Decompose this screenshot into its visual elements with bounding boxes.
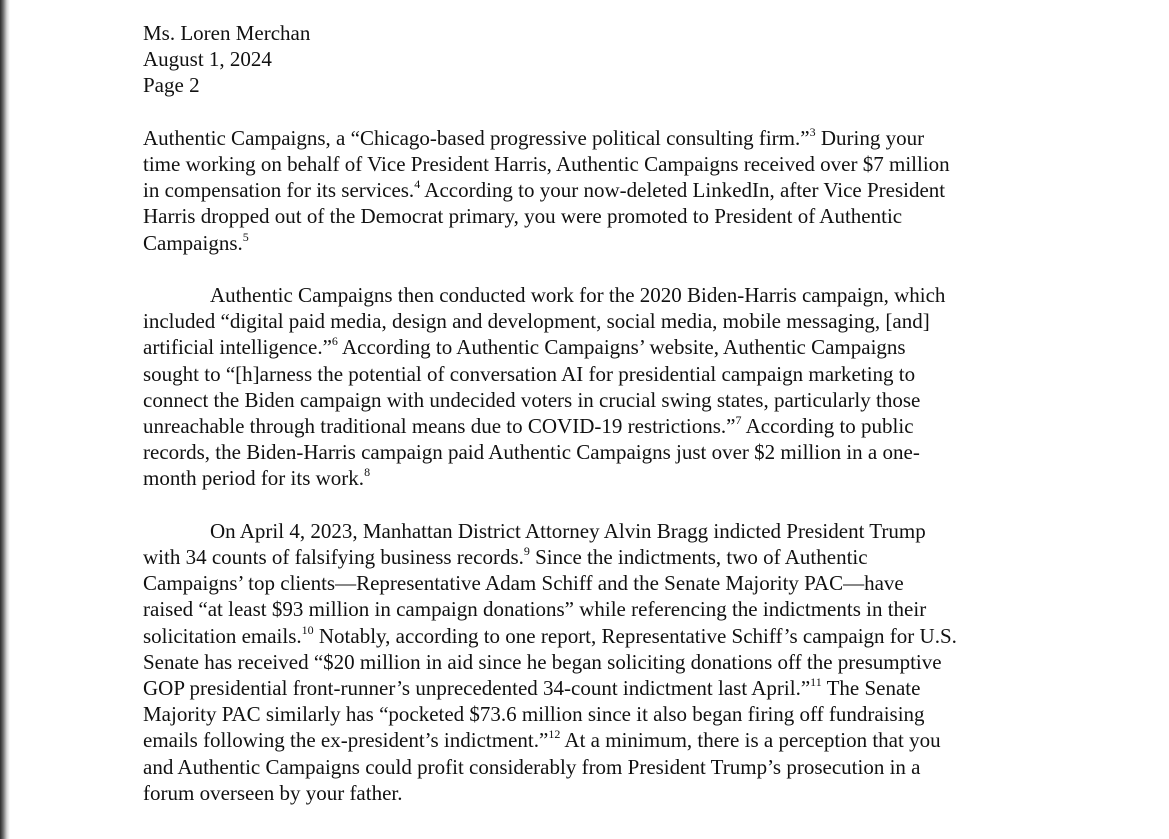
text-segment: unreachable through traditional means due to COVID-19 restrictions.” [143, 414, 736, 439]
text-segment: At a minimum, there is a perception that you [560, 728, 941, 753]
text-segment: Campaigns’ top clients—Representative Adam Schiff and the Senate Majority PAC—have [143, 571, 904, 596]
text-segment: sought to “[h]arness the potential of conversation AI for presidential campaign marketing to [143, 361, 916, 386]
page-number: Page 2 [143, 73, 200, 98]
text-segment: month period for its work. [143, 466, 365, 491]
text-segment: and Authentic Campaigns could profit considerably from President Trump’s prosecution in a [143, 754, 921, 779]
letter-header [143, 20, 1043, 99]
text-line [143, 203, 1043, 229]
footnote-marker: 8 [364, 465, 371, 480]
footnote-marker: 9 [523, 544, 530, 559]
text-segment: GOP presidential front-runner’s unprecedented 34-count indictment last April.” [143, 676, 811, 701]
text-segment: emails following the ex-president’s indictment.” [143, 728, 549, 753]
paragraph [143, 125, 1043, 256]
text-line [143, 544, 1043, 570]
text-line [143, 727, 1043, 753]
text-line [143, 282, 1043, 308]
footnote-marker: 10 [301, 622, 314, 637]
recipient-name: Ms. Loren Merchan [143, 21, 311, 45]
text-segment: Authentic Campaigns, a “Chicago-based progressive political consulting firm.” [143, 125, 810, 150]
text-line [143, 125, 1043, 151]
page-edge-shadow [0, 0, 10, 839]
text-segment: Authentic Campaigns then conducted work for the 2020 Biden-Harris campaign, which [210, 283, 946, 307]
text-line [143, 465, 1043, 491]
paragraph [143, 518, 1043, 806]
text-line [143, 675, 1043, 701]
footnote-marker: 6 [331, 334, 338, 349]
text-line [143, 230, 1043, 256]
text-segment: Senate has received “$20 million in aid since he began soliciting donations off the presumptive [143, 649, 942, 674]
text-segment: According to your now-deleted LinkedIn, after Vice President [420, 178, 946, 203]
text-segment: in compensation for its services. [143, 178, 415, 203]
text-line [143, 308, 1043, 334]
text-line [143, 151, 1043, 177]
text-segment: with 34 counts of falsifying business records. [143, 545, 524, 570]
text-line [143, 570, 1043, 596]
text-segment: Campaigns. [143, 230, 243, 255]
letter-page [143, 20, 1043, 806]
text-segment: According to public [741, 414, 914, 439]
text-segment: Harris dropped out of the Democrat primary, you were promoted to President of Authentic [143, 204, 903, 229]
text-line [143, 334, 1043, 360]
text-segment: raised “at least $93 million in campaign donations” while referencing the indictments in their [143, 597, 927, 622]
text-segment: solicitation emails. [143, 623, 302, 648]
text-segment: included “digital paid media, design and development, social media, mobile messaging, [and] [143, 309, 930, 334]
text-line [143, 754, 1043, 780]
text-segment: During your [815, 125, 925, 150]
footnote-marker: 11 [810, 675, 822, 690]
footnote-marker: 3 [809, 124, 816, 139]
text-line [143, 439, 1043, 465]
letter-date: August 1, 2024 [143, 47, 272, 72]
text-segment: artificial intelligence.” [143, 335, 332, 360]
footnote-marker: 5 [242, 229, 249, 244]
footnote-marker: 4 [414, 177, 421, 192]
footnote-marker: 12 [548, 727, 561, 742]
text-segment: Since the indictments, two of Authentic [529, 545, 868, 570]
text-segment: records, the Biden-Harris campaign paid Authentic Campaigns just over $2 million in a one- [143, 440, 920, 465]
text-segment: connect the Biden campaign with undecided voters in crucial swing states, particularly those [143, 387, 921, 412]
letter-body [143, 125, 1043, 806]
text-line [143, 518, 1043, 544]
text-line [143, 177, 1043, 203]
text-segment: Majority PAC similarly has “pocketed $73.6 million since it also began firing off fundraising [143, 702, 925, 727]
text-segment: forum overseen by your father. [143, 780, 403, 805]
text-line [143, 649, 1043, 675]
text-line [143, 596, 1043, 622]
text-segment: The Senate [821, 676, 921, 701]
text-line [143, 361, 1043, 387]
text-line [143, 780, 1043, 806]
text-line [143, 701, 1043, 727]
text-line [143, 413, 1043, 439]
text-line [143, 623, 1043, 649]
text-segment: On April 4, 2023, Manhattan District Attorney Alvin Bragg indicted President Trump [210, 518, 926, 543]
text-segment: According to Authentic Campaigns’ website, Authentic Campaigns [337, 335, 906, 360]
footnote-marker: 7 [735, 413, 742, 428]
paragraph [143, 282, 1043, 492]
text-segment: Notably, according to one report, Representative Schiff’s campaign for U.S. [313, 623, 957, 648]
text-line [143, 387, 1043, 413]
text-segment: time working on behalf of Vice President Harris, Authentic Campaigns received over $7 million [143, 152, 950, 176]
